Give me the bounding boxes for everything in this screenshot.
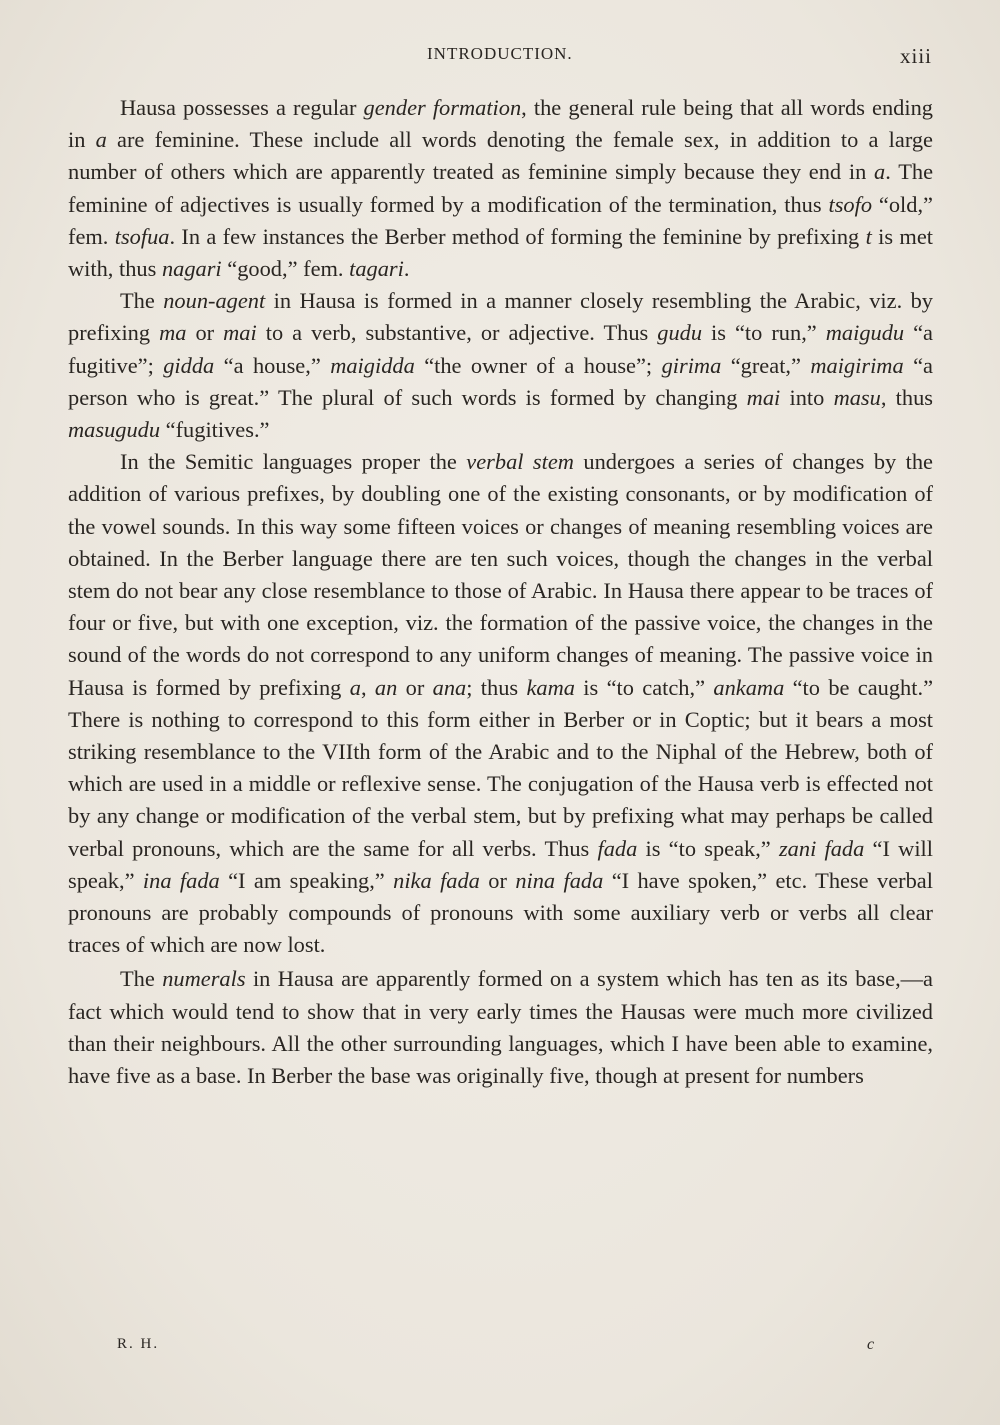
- italic-term: nika fada: [393, 867, 480, 893]
- text-run: Hausa possesses a regular: [120, 95, 364, 120]
- text-run: to a verb, substantive, or adjective. Thus: [256, 320, 658, 346]
- italic-term: a: [349, 674, 361, 700]
- text-run: in Hausa is formed in a manner closely resembling the Arabic, viz. by prefixing: [68, 288, 933, 346]
- italic-term: mai: [223, 320, 257, 346]
- page-footer: [0, 1336, 1000, 1360]
- italic-term: kama: [526, 674, 575, 700]
- text-run: are feminine. These include all words denoting the female sex, in addition to a large number of others which are apparently treated as feminine simply because they end in: [68, 127, 934, 185]
- italic-term: nagari: [161, 256, 222, 282]
- italic-term: tsofo: [828, 191, 873, 217]
- text-run: or: [186, 320, 224, 346]
- italic-term: ma: [159, 320, 187, 346]
- text-run: is met with, thus: [68, 223, 933, 282]
- text-run: “good,” fem.: [221, 256, 350, 282]
- text-run: is “to speak,”: [637, 835, 779, 861]
- text-run: or: [479, 867, 516, 893]
- italic-term: maigidda: [330, 352, 415, 378]
- text-run: “to be caught.” There is nothing to correspond to this form either in Berber or in Coptic; but it bears a most striking resemblance to the VIIth form of the Arabic and to the Niphal of the Hebrew, both of which are used in a middle or reflexive sense. The conjugation of the Hausa verb is effected not by any change or modification of the verbal stem, but by prefixing what may perhaps be called verbal pronouns, which are the same for all verbs. Thus: [68, 674, 934, 861]
- italic-term: ana: [432, 674, 467, 700]
- signature-mark: R. H.: [117, 1336, 160, 1352]
- text-run: “great,”: [721, 352, 811, 378]
- italic-term: a: [874, 159, 886, 185]
- gathering-letter: c: [867, 1336, 875, 1353]
- italic-term: maigirima: [810, 352, 904, 378]
- text-run: “a fugitive”;: [68, 320, 933, 378]
- italic-term: a: [95, 127, 107, 153]
- italic-term: gudu: [657, 320, 703, 346]
- body-text: [68, 92, 933, 1092]
- text-run: “I am speaking,”: [219, 867, 394, 893]
- text-run: In the Semitic languages proper the: [120, 449, 467, 475]
- paragraph-gender-formation: [68, 92, 933, 285]
- text-run: .: [403, 256, 410, 282]
- text-run: The: [120, 288, 164, 314]
- italic-term: ankama: [713, 674, 785, 700]
- text-run: . The feminine of adjectives is usually formed by a modification of the termination, thus: [68, 159, 934, 217]
- italic-term: tagari: [349, 256, 404, 282]
- running-title: INTRODUCTION.: [427, 44, 573, 63]
- page-header: [0, 44, 1000, 74]
- text-run: is “to run,”: [702, 320, 826, 346]
- italic-term: gender formation: [363, 95, 522, 120]
- italic-term: girima: [661, 352, 722, 378]
- italic-term: an: [374, 674, 398, 700]
- paragraph-verbal-stem: [68, 446, 933, 961]
- paragraph-numerals: [68, 963, 933, 1092]
- text-run: “I have spoken,” etc. These verbal pronouns are probably compounds of pronouns with some auxiliary verb or verbs all clear traces of which are now lost.: [68, 867, 933, 958]
- italic-term: fada: [597, 835, 638, 861]
- page-number: xiii: [899, 44, 932, 68]
- text-run: “I will speak,”: [68, 835, 933, 893]
- italic-term: tsofua: [114, 223, 170, 249]
- text-run: ; thus: [466, 674, 527, 700]
- italic-term: mai: [746, 384, 781, 410]
- text-run: , the general rule being that all words ending in: [68, 95, 933, 153]
- text-run: is “to catch,”: [574, 674, 714, 700]
- text-run: , thus: [880, 384, 934, 410]
- text-run: “fugitives.”: [160, 417, 270, 443]
- italic-term: gidda: [163, 352, 215, 378]
- italic-term: zani fada: [778, 835, 865, 861]
- text-run: “a house,”: [214, 352, 331, 378]
- text-run: ,: [360, 674, 375, 700]
- italic-term: maigudu: [825, 320, 905, 346]
- text-run: “the owner of a house”;: [414, 352, 662, 378]
- italic-term: nina fada: [515, 867, 604, 893]
- italic-term: numerals: [162, 966, 246, 992]
- italic-term: noun-agent: [163, 288, 266, 314]
- text-run: . In a few instances the Berber method of forming the feminine by prefixing: [169, 223, 866, 249]
- italic-term: masu: [833, 384, 881, 410]
- text-run: into: [780, 384, 834, 410]
- text-run: in Hausa are apparently formed on a system which has ten as its base,—a fact which would tend to show that in very early times the Hausas were much more civilized than their neighbours. All the other surrounding languages, which I have been able to examine, have five as a base. In Berber the base was originally five, though at present for numbers: [68, 966, 933, 1089]
- paragraph-noun-agent: [68, 285, 933, 446]
- text-run: or: [397, 674, 433, 700]
- italic-term: t: [865, 223, 872, 249]
- italic-term: masugudu: [68, 417, 161, 443]
- text-run: “old,” fem.: [68, 191, 933, 249]
- italic-term: verbal stem: [466, 449, 574, 475]
- italic-term: ina fada: [142, 867, 220, 893]
- text-run: “a person who is great.” The plural of such words is formed by changing: [68, 352, 933, 410]
- text-run: undergoes a series of changes by the addition of various prefixes, by doubling one of the existing consonants, or by modification of the vowel sounds. In this way some fifteen voices or changes of meaning resembling voices are obtained. In the Berber language there are ten such voices, though the changes in the verbal stem do not bear any close resemblance to those of Arabic. In Hausa there appear to be traces of four or five, but with one exception, viz. the formation of the passive voice, the changes in the sound of the words do not correspond to any uniform changes of meaning. The passive voice in Hausa is formed by prefixing: [68, 449, 933, 700]
- text-run: The: [120, 966, 163, 992]
